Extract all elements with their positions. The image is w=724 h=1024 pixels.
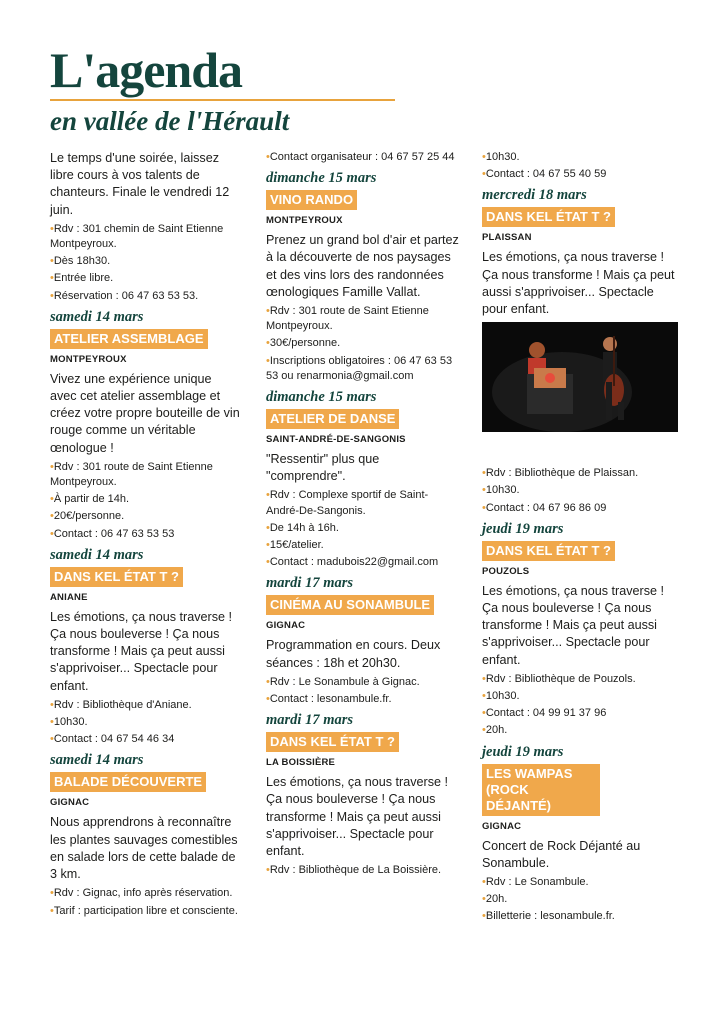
- info-line: 10h30.: [485, 690, 520, 703]
- event-description: "Ressentir" plus que "comprendre".: [266, 452, 380, 484]
- info-line: Rdv : 301 chemin de Saint Etienne Montpeyroux.: [50, 222, 224, 251]
- event-date: jeudi 19 mars: [482, 520, 564, 537]
- event-description: Concert de Rock Déjanté au Sonambule.: [482, 838, 641, 870]
- info-line: Rdv : Bibliothèque de La Boissière.: [269, 864, 442, 877]
- event-description: Programmation en cours. Deux séances : 18h et 20h30.: [266, 638, 441, 670]
- column-3: •10h30. •Contact : 04 67 55 40 59 mercredi 18 mars DANS KEL ÉTAT T ? PLAISSAN Les émotions, ça nous traverse ! Ça nous transforme ! Mais ça peut aussi s'apprivoiser... Spectacle pour enfant. •Rdv : Bibliothèque de Plaissan. •10h30. •Contact : 04 67 96 86 09 jeudi 19 mars DANS KEL ÉTAT T ? POUZOLS Les émotions, ça nous traverse ! Ça nous bouleverse ! Ça nous transforme ! Mais ça peut aussi s'apprivoiser... Spectacle pour enfant. •Rdv : Bibliothèque de Pouzols. •10h30. •Contact : 04 99 91 37 96 •20h. jeudi 19 mars LES WAMPAS (ROCK DÉJANTÉ) GIGNAC Concert de Rock Déjanté au Sonambule. •Rdv : Le Sonambule. •20h. •Billetterie : lesonambule.fr.: [482, 150, 678, 927]
- event-date: jeudi 19 mars: [482, 743, 564, 760]
- info-line: 20h.: [485, 893, 508, 906]
- event-title: CINÉMA AU SONAMBULE: [266, 595, 434, 615]
- event-location: ANIANE: [50, 591, 88, 603]
- info-line: Tarif : participation libre et consciente.: [53, 904, 238, 917]
- info-line: Rdv : Bibliothèque de Pouzols.: [485, 672, 636, 685]
- column-2: •Contact organisateur : 04 67 57 25 44 dimanche 15 mars VINO RANDO MONTPEYROUX Prenez un grand bol d'air et partez à la découverte de nos paysages et des vins lors des randonnées œnologiques Famille Vallat. •Rdv : 301 route de Saint Etienne Montpeyroux. •30€/personne. •Inscriptions obligatoires : 06 47 63 53 53 ou renarmonia@gmail.com dimanche 15 mars ATELIER DE DANSE SAINT-ANDRÉ-DE-SANGONIS "Ressentir" plus que "comprendre". •Rdv : Complexe sportif de Saint-André-De-Sangonis. •De 14h à 16h. •15€/atelier. •Contact : madubois22@gmail.com mardi 17 mars CINÉMA AU SONAMBULE GIGNAC Programmation en cours. Deux séances : 18h et 20h30. •Rdv : Le Sonambule à Gignac. •Contact : lesonambule.fr. mardi 17 mars DANS KEL ÉTAT T ? LA BOISSIÈRE Les émotions, ça nous traverse ! Ça nous bouleverse ! Ça nous transforme ! Mais ça peut aussi s'apprivoiser... Spectacle pour enfant. •Rdv : Bibliothèque de La Boissière.: [266, 150, 461, 880]
- page-title: L'agenda: [50, 42, 243, 98]
- event-description: Nous apprendrons à reconnaître les plantes sauvages comestibles en salade lors de cette balade de 3 km.: [50, 815, 238, 882]
- info-line: Entrée libre.: [53, 272, 114, 285]
- info-line: 15€/atelier.: [269, 539, 324, 552]
- event-date: mercredi 18 mars: [482, 187, 587, 204]
- event-title: DANS KEL ÉTAT T ?: [482, 541, 615, 561]
- info-line: Contact : 04 67 96 86 09: [485, 501, 607, 514]
- event-date: dimanche 15 mars: [266, 170, 377, 187]
- event-location: PLAISSAN: [482, 232, 532, 244]
- event-location: SAINT-ANDRÉ-DE-SANGONIS: [266, 434, 406, 446]
- event-location: GIGNAC: [50, 797, 90, 809]
- show-photo: [482, 322, 678, 432]
- event-location: GIGNAC: [482, 820, 522, 832]
- info-line: Rdv : Complexe sportif de Saint-André-De-Sangonis.: [266, 489, 429, 517]
- info-line: Contact organisateur : 04 67 57 25 44: [269, 151, 455, 163]
- intro-text: Le temps d'une soirée, laissez libre cours à vos talents de chanteurs. Finale le vendredi 12 juin.: [50, 151, 230, 217]
- info-line: Réservation : 06 47 63 53 53.: [53, 289, 199, 302]
- info-line: Contact : 04 67 55 40 59: [485, 168, 607, 181]
- event-title: LES WAMPAS (ROCK DÉJANTÉ): [482, 764, 600, 816]
- performers-illustration: [482, 322, 678, 432]
- info-line: À partir de 14h.: [53, 493, 130, 506]
- info-line: Contact : 04 67 54 46 34: [53, 733, 175, 746]
- event-description: Les émotions, ça nous traverse ! Ça nous bouleverse ! Ça nous transforme ! Mais ça peut aussi s'apprivoiser... Spectacle pour enfant.: [482, 583, 665, 667]
- info-line: Rdv : Le Sonambule.: [485, 876, 589, 889]
- title-rule: [50, 99, 395, 101]
- info-line: De 14h à 16h.: [269, 521, 339, 534]
- info-line: 20€/personne.: [53, 510, 125, 523]
- info-line: Rdv : 301 route de Saint Etienne Montpeyroux.: [266, 305, 429, 333]
- event-date: mardi 17 mars: [266, 575, 354, 592]
- event-title: BALADE DÉCOUVERTE: [50, 772, 206, 792]
- event-location: MONTPEYROUX: [50, 353, 127, 365]
- info-line: Rdv : Bibliothèque d'Aniane.: [53, 698, 192, 711]
- event-title: DANS KEL ÉTAT T ?: [50, 567, 183, 587]
- info-line: Rdv : 301 route de Saint Etienne Montpeyroux.: [50, 460, 213, 489]
- event-location: LA BOISSIÈRE: [266, 757, 336, 769]
- event-title: ATELIER ASSEMBLAGE: [50, 329, 208, 349]
- info-line: Contact : 04 99 91 37 96: [485, 707, 607, 720]
- info-line: Inscriptions obligatoires : 06 47 63 53 53 ou renarmonia@gmail.com: [266, 354, 453, 382]
- event-description: Les émotions, ça nous traverse ! Ça nous bouleverse ! Ça nous transforme ! Mais ça peut aussi s'apprivoiser... Spectacle pour enfant.: [266, 775, 449, 859]
- event-description: Prenez un grand bol d'air et partez à la découverte de nos paysages et des vins lors des randonnées œnologiques Famille Vallat.: [266, 233, 459, 299]
- info-line: 10h30.: [485, 484, 520, 497]
- info-line: Billetterie : lesonambule.fr.: [485, 910, 615, 923]
- event-title: DANS KEL ÉTAT T ?: [482, 207, 615, 227]
- info-line: Contact : lesonambule.fr.: [269, 693, 392, 706]
- event-description: Vivez une expérience unique avec cet atelier assemblage et créez votre propre bouteille de vin rouge comme un véritable œnologue !: [50, 371, 240, 455]
- info-line: 10h30.: [53, 716, 88, 729]
- event-date: samedi 14 mars: [50, 752, 144, 769]
- event-date: dimanche 15 mars: [266, 389, 377, 406]
- info-line: Rdv : Gignac, info après réservation.: [53, 887, 233, 900]
- info-line: Rdv : Bibliothèque de Plaissan.: [485, 467, 639, 480]
- event-title: VINO RANDO: [266, 190, 357, 210]
- info-line: Rdv : Le Sonambule à Gignac.: [269, 675, 420, 688]
- event-location: MONTPEYROUX: [266, 215, 343, 227]
- event-description: Les émotions, ça nous traverse ! Ça nous transforme ! Mais ça peut aussi s'apprivoiser... Spectacle pour enfant.: [482, 250, 675, 317]
- event-title: ATELIER DE DANSE: [266, 409, 399, 429]
- info-line: Contact : madubois22@gmail.com: [269, 556, 439, 569]
- event-date: samedi 14 mars: [50, 308, 144, 325]
- info-line: Dès 18h30.: [53, 255, 111, 268]
- event-location: POUZOLS: [482, 565, 530, 577]
- event-date: samedi 14 mars: [50, 546, 144, 563]
- column-1: Le temps d'une soirée, laissez libre cours à vos talents de chanteurs. Finale le vendredi 12 juin. •Rdv : 301 chemin de Saint Etienne Montpeyroux. •Dès 18h30. •Entrée libre. •Réservation : 06 47 63 53 53. samedi 14 mars ATELIER ASSEMBLAGE MONTPEYROUX Vivez une expérience unique avec cet atelier assemblage et créez votre propre bouteille de vin rouge comme un véritable œnologue ! •Rdv : 301 route de Saint Etienne Montpeyroux. •À partir de 14h. •20€/personne. •Contact : 06 47 63 53 53 samedi 14 mars DANS KEL ÉTAT T ? ANIANE Les émotions, ça nous traverse ! Ça nous bouleverse ! Ça nous transforme ! Mais ça peut aussi s'apprivoiser... Spectacle pour enfant. •Rdv : Bibliothèque d'Aniane. •10h30. •Contact : 04 67 54 46 34 samedi 14 mars BALADE DÉCOUVERTE GIGNAC Nous apprendrons à reconnaître les plantes sauvages comestibles en salade lors de cette balade de 3 km. •Rdv : Gignac, info après réservation. •Tarif : participation libre et consciente.: [50, 151, 240, 917]
- event-description: Les émotions, ça nous traverse ! Ça nous bouleverse ! Ça nous transforme ! Mais ça peut aussi s'apprivoiser... Spectacle pour enfant.: [50, 609, 233, 693]
- event-title: DANS KEL ÉTAT T ?: [266, 732, 399, 752]
- page-subtitle: en vallée de l'Hérault: [50, 106, 290, 136]
- event-date: mardi 17 mars: [266, 712, 354, 729]
- info-line: Contact : 06 47 63 53 53: [53, 527, 175, 540]
- info-line: 30€/personne.: [269, 337, 341, 350]
- event-location: GIGNAC: [266, 620, 306, 632]
- info-line: 20h.: [485, 724, 508, 737]
- info-line: 10h30.: [485, 151, 520, 163]
